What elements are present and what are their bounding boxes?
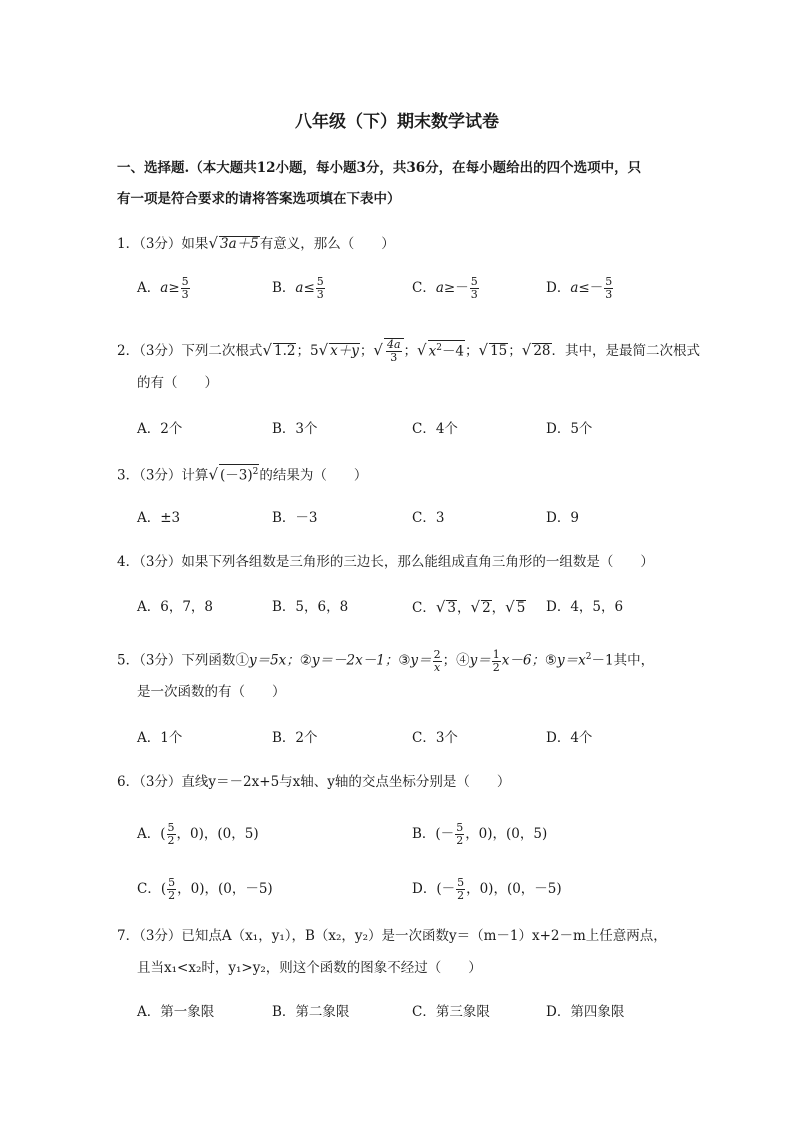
sqrt-sign-icon: √ bbox=[318, 341, 329, 359]
question-4-stem: 4．（3分）如果下列各组数是三角形的三边长，那么能组成直角三角形的一组数是（ ） bbox=[117, 554, 654, 570]
question-1-stem bbox=[117, 234, 395, 253]
q7-option-a: A．第一象限 bbox=[137, 1004, 215, 1020]
q2-option-b: B．3个 bbox=[272, 421, 318, 437]
section-header-line1: 一、选择题.（本大题共12小题，每小题3分，共36分，在每小题给出的四个选项中，只 bbox=[117, 160, 642, 176]
q6-option-b: B．(－ $\frac{5}{2}$ ，0)，(0，5) bbox=[412, 821, 548, 847]
q1-option-a: A．a≥ $\frac{5}{3}$ bbox=[137, 275, 189, 301]
q1-pre: 1．（3分）如果 bbox=[117, 236, 209, 252]
q1-radicand: 3a＋5 bbox=[220, 236, 259, 252]
question-3-stem: 3．（3分）计算√ $(-3)^2$的结果为（ ） bbox=[117, 465, 368, 484]
q3-option-a: A．±3 bbox=[137, 510, 181, 526]
q2-option-a: A．2个 bbox=[137, 421, 183, 437]
q1-post: 有意义，那么（ ） bbox=[259, 236, 395, 252]
q2-option-d: D．5个 bbox=[546, 421, 593, 437]
q3-option-b: B．－3 bbox=[272, 510, 318, 526]
sqrt-sign-icon: √ bbox=[417, 341, 427, 359]
q5-option-c: C．3个 bbox=[412, 730, 458, 746]
q5-option-b: B．2个 bbox=[272, 730, 318, 746]
question-2-stem-line2: 的有（ ） bbox=[137, 375, 218, 391]
q6-option-a: A．( $\frac{5}{2}$ ，0)，(0，5) bbox=[137, 821, 259, 847]
q5-option-d: D．4个 bbox=[546, 730, 593, 746]
sqrt-sign-icon: √ bbox=[208, 234, 218, 252]
question-7-stem: 7．（3分）已知点A（x₁，y₁），B（x₂，y₂）是一次函数y＝（m－1）x+2－m上任意两点， bbox=[117, 928, 667, 944]
q6-option-d: D．(－ $\frac{5}{2}$ ，0)，(0，－5) bbox=[412, 876, 562, 902]
q4-option-c: C．√ 3，√ 2，√ 5 bbox=[412, 598, 526, 616]
q4-option-a: A．6，7，8 bbox=[137, 599, 214, 615]
sqrt-sign-icon: √ bbox=[470, 598, 481, 616]
sqrt-sign-icon: √ bbox=[521, 341, 532, 359]
q4-option-d: D．4，5，6 bbox=[546, 599, 624, 615]
q5-option-a: A．1个 bbox=[137, 730, 183, 746]
question-7-stem-line2: 且当x₁<x₂时，y₁>y₂，则这个函数的图象不经过（ ） bbox=[137, 960, 482, 976]
q1-option-c: C．a≥－ $\frac{5}{3}$ bbox=[412, 275, 478, 301]
sqrt-sign-icon: √ bbox=[208, 465, 218, 484]
q1-option-b: B．a≤ $\frac{5}{3}$ bbox=[272, 275, 324, 301]
question-5-stem-line2: 是一次函数的有（ ） bbox=[137, 684, 286, 700]
q7-option-c: C．第三象限 bbox=[412, 1004, 490, 1020]
question-2-stem: 2．（3分）下列二次根式√ 1.2；5√ x＋y；√ $\frac{4a}{3}$ ；√ $x^2-4$；√ 15；√ 28．其中，是最简二次根式 bbox=[117, 338, 701, 364]
sqrt-sign-icon: √ bbox=[478, 341, 489, 359]
q3-option-c: C．3 bbox=[412, 510, 445, 526]
question-6-stem: 6．（3分）直线y＝－2x+5与x轴、y轴的交点坐标分别是（ ） bbox=[117, 774, 511, 790]
sqrt-sign-icon: √ bbox=[373, 341, 383, 359]
question-5-stem: 5．（3分）下列函数①y＝5x；②y＝－2x－1；③y＝ $\frac{2}{x}$ ；④y＝ $\frac{1}{2}$ x－6；$⑤y=x^2-1$其中， bbox=[117, 647, 655, 674]
q7-option-d: D．第四象限 bbox=[546, 1004, 625, 1020]
q6-option-c: C．( $\frac{5}{2}$ ，0)，(0，－5) bbox=[137, 876, 273, 902]
section-header-line2: 有一项是符合要求的请将答案选项填在下表中） bbox=[117, 191, 401, 207]
q2-option-c: C．4个 bbox=[412, 421, 458, 437]
page-title: 八年级（下）期末数学试卷 bbox=[295, 112, 499, 132]
sqrt-sign-icon: √ bbox=[505, 598, 515, 616]
q7-option-b: B．第二象限 bbox=[272, 1004, 350, 1020]
q3-option-d: D．9 bbox=[546, 510, 579, 526]
sqrt-sign-icon: √ bbox=[435, 598, 446, 616]
q1-option-d: D．a≤－ $\frac{5}{3}$ bbox=[546, 275, 613, 301]
q4-option-b: B．5，6，8 bbox=[272, 599, 349, 615]
sqrt-sign-icon: √ bbox=[262, 341, 272, 359]
